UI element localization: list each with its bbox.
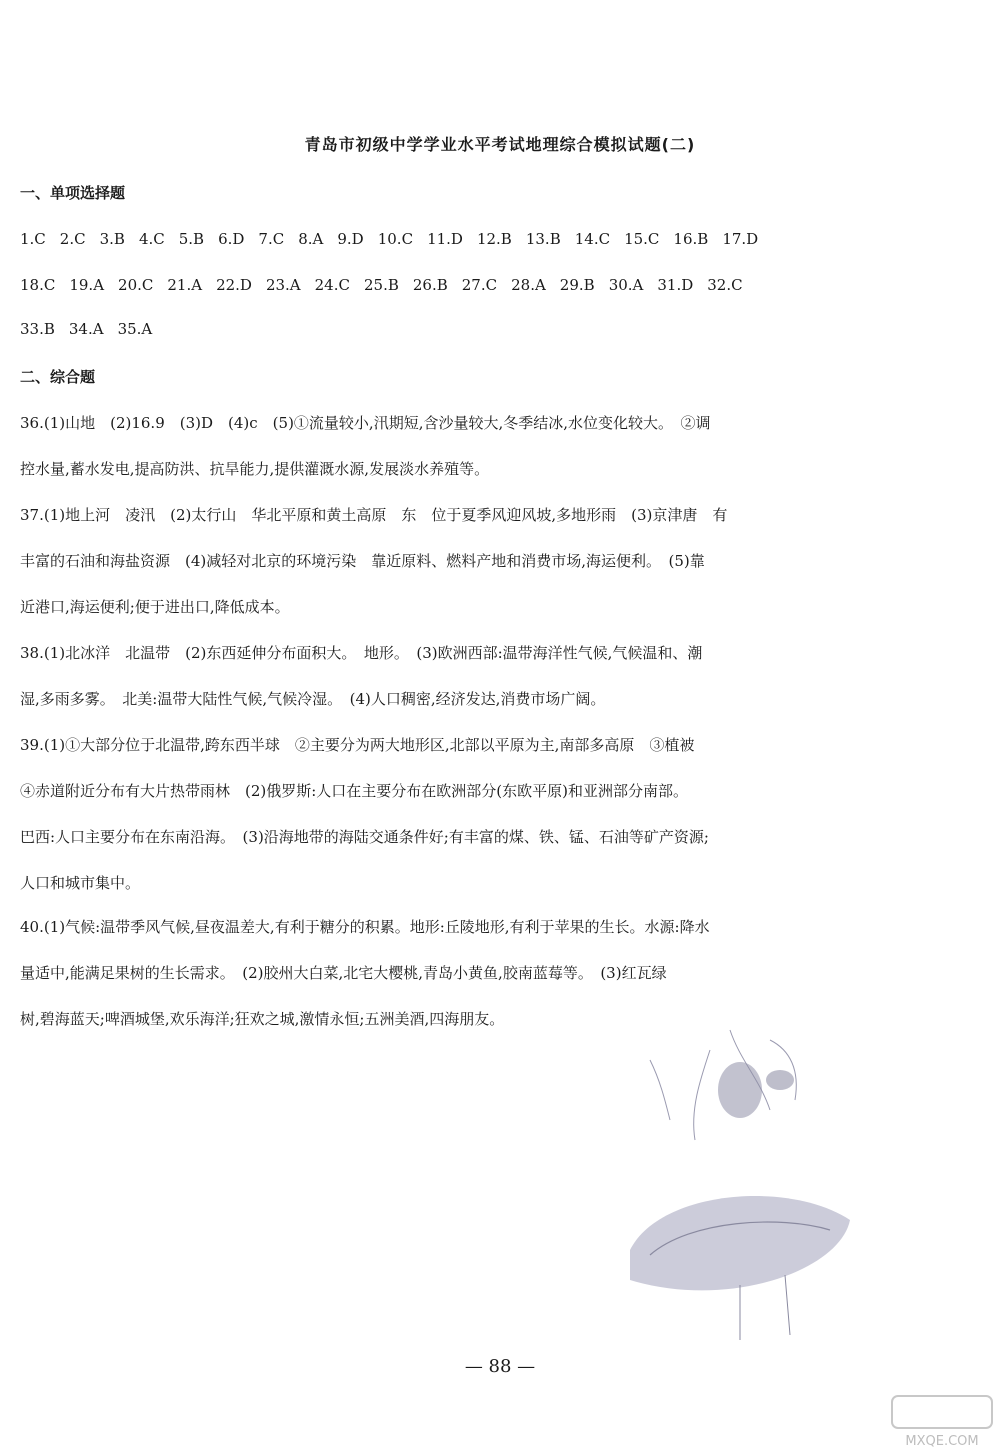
mc-answer: 5.B [178, 230, 205, 248]
answer-line: 量适中,能满足果树的生长需求。 (2)胶州大白菜,北宅大樱桃,青岛小黄鱼,胶南蓝莓等。 (3)红瓦绿 [20, 964, 667, 982]
question-38 [20, 630, 870, 722]
mc-answer: 19.A [69, 276, 105, 294]
question-37 [20, 492, 870, 630]
section-heading-comprehensive: 二、综合题 [20, 368, 96, 386]
answer-line: 近港口,海运便利;便于进出口,降低成本。 [20, 598, 290, 616]
mc-answer: 7.C [258, 230, 285, 248]
answer-line: 人口和城市集中。 [20, 874, 141, 892]
answer-line: 39.(1)①大部分位于北温带,跨东西半球 ②主要分为两大地形区,北部以平原为主,南部多高原 ③植被 [20, 736, 695, 754]
answer-line: 丰富的石油和海盐资源 (4)减轻对北京的环境污染 靠近原料、燃料产地和消费市场,海运便利。 (5)靠 [20, 552, 705, 570]
question-36 [20, 400, 870, 492]
mc-answer: 33.B [20, 320, 55, 338]
mc-answer: 17.D [722, 230, 759, 248]
answer-line: 40.(1)气候:温带季风气候,昼夜温差大,有利于糖分的积累。地形:丘陵地形,有利于苹果的生长。水源:降水 [20, 918, 710, 936]
mc-answer: 9.D [337, 230, 364, 248]
mc-answer: 21.A [167, 276, 203, 294]
page-number: — 88 — [464, 1356, 536, 1377]
mc-answer: 2.C [59, 230, 86, 248]
answer-line: 38.(1)北冰洋 北温带 (2)东西延伸分布面积大。 地形。 (3)欧洲西部:温带海洋性气候,气候温和、潮 [20, 644, 703, 662]
mc-answer: 31.D [657, 276, 694, 294]
mc-answer: 23.A [265, 276, 301, 294]
mc-answer: 35.A [117, 320, 153, 338]
mc-answer: 24.C [314, 276, 350, 294]
mc-answer: 4.C [138, 230, 165, 248]
mc-row-2 [20, 276, 757, 294]
mc-answer: 20.C [118, 276, 154, 294]
mc-answer: 8.A [298, 230, 324, 248]
answer-line: 巴西:人口主要分布在东南沿海。 (3)沿海地带的海陆交通条件好;有丰富的煤、铁、锰、石油等矿产资源; [20, 828, 709, 846]
answer-line: ④赤道附近分布有大片热带雨林 (2)俄罗斯:人口在主要分布在欧洲部分(东欧平原)和亚洲部分南部。 [20, 782, 689, 800]
answer-line: 湿,多雨多雾。 北美:温带大陆性气候,气候冷湿。 (4)人口稠密,经济发达,消费市场广阔。 [20, 690, 606, 708]
mc-answer: 13.B [525, 230, 561, 248]
mc-answer: 25.B [363, 276, 399, 294]
mc-answer: 28.A [511, 276, 546, 294]
answer-line: 控水量,蓄水发电,提高防洪、抗旱能力,提供灌溉水源,发展淡水养殖等。 [20, 460, 490, 478]
mc-answer: 10.C [377, 230, 414, 248]
section-heading-choice: 一、单项选择题 [20, 184, 126, 202]
answer-line: 树,碧海蓝天;啤酒城堡,欢乐海洋;狂欢之城,激情永恒;五洲美酒,四海朋友。 [20, 1010, 505, 1028]
mc-answer: 26.B [412, 276, 448, 294]
lotus-illustration [590, 1020, 890, 1340]
mc-answer: 1.C [20, 230, 46, 248]
watermark-text: MXQE.COM [905, 1434, 979, 1449]
mc-answer: 15.C [624, 230, 660, 248]
mc-answer: 3.B [99, 230, 125, 248]
mc-row-3 [20, 320, 166, 338]
mc-answer: 27.C [461, 276, 498, 294]
mc-answer: 18.C [20, 276, 56, 294]
mc-answer: 34.A [68, 320, 104, 338]
mc-answer: 22.D [216, 276, 252, 294]
mc-answer: 6.D [218, 230, 245, 248]
mc-answer: 32.C [707, 276, 743, 294]
page-title: 青岛市初级中学学业水平考试地理综合模拟试题(二) [304, 135, 696, 154]
mc-row-1 [20, 230, 772, 248]
watermark-logo [890, 1392, 998, 1452]
mc-answer: 11.D [427, 230, 463, 248]
mc-answer: 16.B [673, 230, 709, 248]
answer-line: 37.(1)地上河 凌汛 (2)太行山 华北平原和黄土高原 东 位于夏季风迎风坡,多地形雨 (3)京津唐 有 [20, 506, 728, 524]
mc-answer: 14.C [574, 230, 611, 248]
mc-answer: 29.B [559, 276, 595, 294]
question-39 [20, 722, 870, 906]
answer-line: 36.(1)山地 (2)16.9 (3)D (4)c (5)①流量较小,汛期短,含沙量较大,冬季结冰,水位变化较大。 ②调 [20, 414, 711, 432]
mc-answer: 30.A [608, 276, 644, 294]
mc-answer: 12.B [476, 230, 512, 248]
